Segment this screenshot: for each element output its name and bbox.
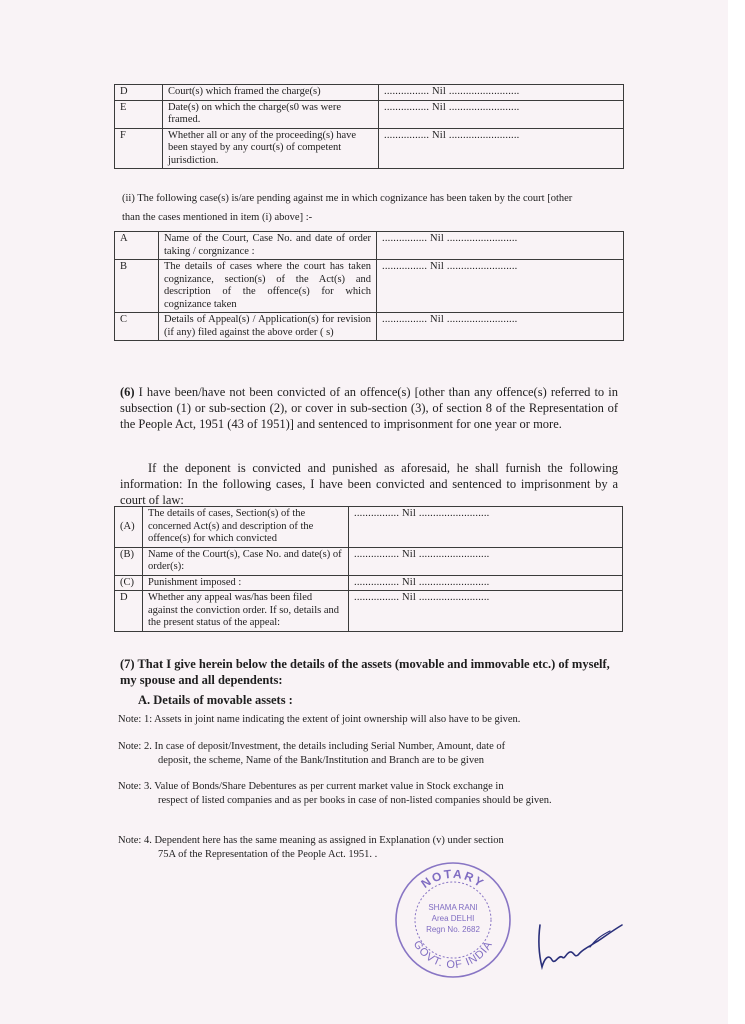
note-text: In case of deposit/Investment, the details including Serial Number, Amount, date of bbox=[151, 741, 506, 752]
note-text-continued: deposit, the scheme, Name of the Bank/Institution and Branch are to be given bbox=[158, 754, 484, 766]
row-value: ................ Nil ......................... bbox=[379, 128, 624, 169]
row-id: A bbox=[115, 232, 159, 260]
paragraph-number: (6) bbox=[120, 385, 135, 399]
row-description: Details of Appeal(s) / Application(s) for revision (if any) filed against the above order ( s) bbox=[159, 313, 377, 341]
row-description: Name of the Court(s), Case No. and date(s) of order(s): bbox=[143, 547, 349, 575]
assets-paragraph: (7) That I give herein below the details of the assets (movable and immovable etc.) of myself, my spouse and all dependents: bbox=[120, 657, 610, 687]
row-id: F bbox=[115, 128, 163, 169]
note-1 bbox=[118, 713, 638, 727]
stamp-name: SHAMA RANI bbox=[428, 903, 478, 912]
paragraph-text: I have been/have not been convicted of an offence(s) [other than any offence(s) referred to in subsection (1) or sub-section (2), or cover in sub-section (3), of section 8 of the Representation of the People Act, 1951 (43 of 1951)] and sentenced to imprisonment for one year or more. bbox=[120, 385, 618, 431]
table-row bbox=[115, 232, 624, 260]
row-value: ................ Nil ......................... bbox=[377, 232, 624, 260]
row-value: ................ Nil ......................... bbox=[379, 85, 624, 101]
scan-edge bbox=[728, 0, 745, 1024]
row-value: ................ Nil ......................... bbox=[349, 575, 623, 591]
movable-assets-heading: A. Details of movable assets : bbox=[138, 693, 293, 707]
row-id: (A) bbox=[115, 507, 143, 548]
note-2 bbox=[118, 740, 588, 767]
row-id: (B) bbox=[115, 547, 143, 575]
row-id: D bbox=[115, 591, 143, 632]
note-text: Value of Bonds/Share Debentures as per current market value in Stock exchange in bbox=[151, 781, 504, 792]
table-row bbox=[115, 313, 624, 341]
row-id: B bbox=[115, 260, 159, 313]
row-id: D bbox=[115, 85, 163, 101]
note-label: Note: 2. bbox=[118, 741, 152, 752]
row-description: Whether all or any of the proceeding(s) have been stayed by any court(s) of competent jurisdiction. bbox=[163, 128, 379, 169]
row-value: ................ Nil ......................... bbox=[377, 260, 624, 313]
pending-cases-line1: (ii) The following case(s) is/are pending against me in which cognizance has been taken by the court [other bbox=[122, 193, 573, 204]
row-description: Whether any appeal was/has been filed against the conviction order. If so, details and the present status of the appeal: bbox=[143, 591, 349, 632]
note-label: Note: 4. bbox=[118, 835, 152, 846]
row-description: Punishment imposed : bbox=[143, 575, 349, 591]
row-id: (C) bbox=[115, 575, 143, 591]
deponent-paragraph: If the deponent is convicted and punished as aforesaid, he shall furnish the following information: In the following cases, I have been convicted and sentenced to imprisonment by a court of law: bbox=[120, 461, 618, 507]
charges-table bbox=[114, 84, 624, 169]
table-row bbox=[115, 591, 623, 632]
convictions-table bbox=[114, 506, 623, 632]
row-value: ................ Nil ......................... bbox=[379, 100, 624, 128]
row-id: C bbox=[115, 313, 159, 341]
table-row bbox=[115, 507, 623, 548]
row-value: ................ Nil ......................... bbox=[349, 547, 623, 575]
row-description: Name of the Court, Case No. and date of order taking / corgnizance : bbox=[159, 232, 377, 260]
note-text-continued: 75A of the Representation of the People Act. 1951. . bbox=[158, 848, 378, 860]
note-4 bbox=[118, 834, 588, 861]
note-label: Note: 3. bbox=[118, 781, 152, 792]
row-description: The details of cases where the court has taken cognizance, section(s) of the Act(s) and description of the offence(s) for which cognizance taken bbox=[159, 260, 377, 313]
signature bbox=[530, 905, 630, 975]
table-row bbox=[115, 100, 624, 128]
row-description: Date(s) on which the charge(s0 was were framed. bbox=[163, 100, 379, 128]
row-value: ................ Nil ......................... bbox=[377, 313, 624, 341]
stamp-area: Area DELHI bbox=[431, 914, 475, 923]
stamp-regn: Regn No. 2682 bbox=[426, 925, 480, 934]
table-row bbox=[115, 128, 624, 169]
note-label: Note: 1: bbox=[118, 714, 153, 725]
table-row bbox=[115, 575, 623, 591]
row-value: ................ Nil ......................... bbox=[349, 591, 623, 632]
row-value: ................ Nil ......................... bbox=[349, 507, 623, 548]
note-text: Assets in joint name indicating the extent of joint ownership will also have to be given. bbox=[152, 714, 521, 725]
pending-cases-line2: than the cases mentioned in item (i) above] :- bbox=[122, 212, 313, 223]
table-row bbox=[115, 85, 624, 101]
note-text-continued: respect of listed companies and as per books in case of non-listed companies should be given. bbox=[158, 794, 552, 806]
row-description: Court(s) which framed the charge(s) bbox=[163, 85, 379, 101]
row-description: The details of cases, Section(s) of the concerned Act(s) and description of the offence(s) for which convicted bbox=[143, 507, 349, 548]
note-text: Dependent here has the same meaning as assigned in Explanation (v) under section bbox=[151, 835, 504, 846]
notary-stamp bbox=[393, 860, 513, 980]
stamp-top-text: NOTARY bbox=[418, 866, 488, 891]
table-row bbox=[115, 547, 623, 575]
table-row bbox=[115, 260, 624, 313]
stamp-bottom-text: GOVT. OF INDIA bbox=[410, 938, 496, 972]
row-id: E bbox=[115, 100, 163, 128]
note-3 bbox=[118, 780, 588, 807]
pending-cases-table bbox=[114, 231, 624, 341]
conviction-paragraph bbox=[120, 384, 618, 432]
